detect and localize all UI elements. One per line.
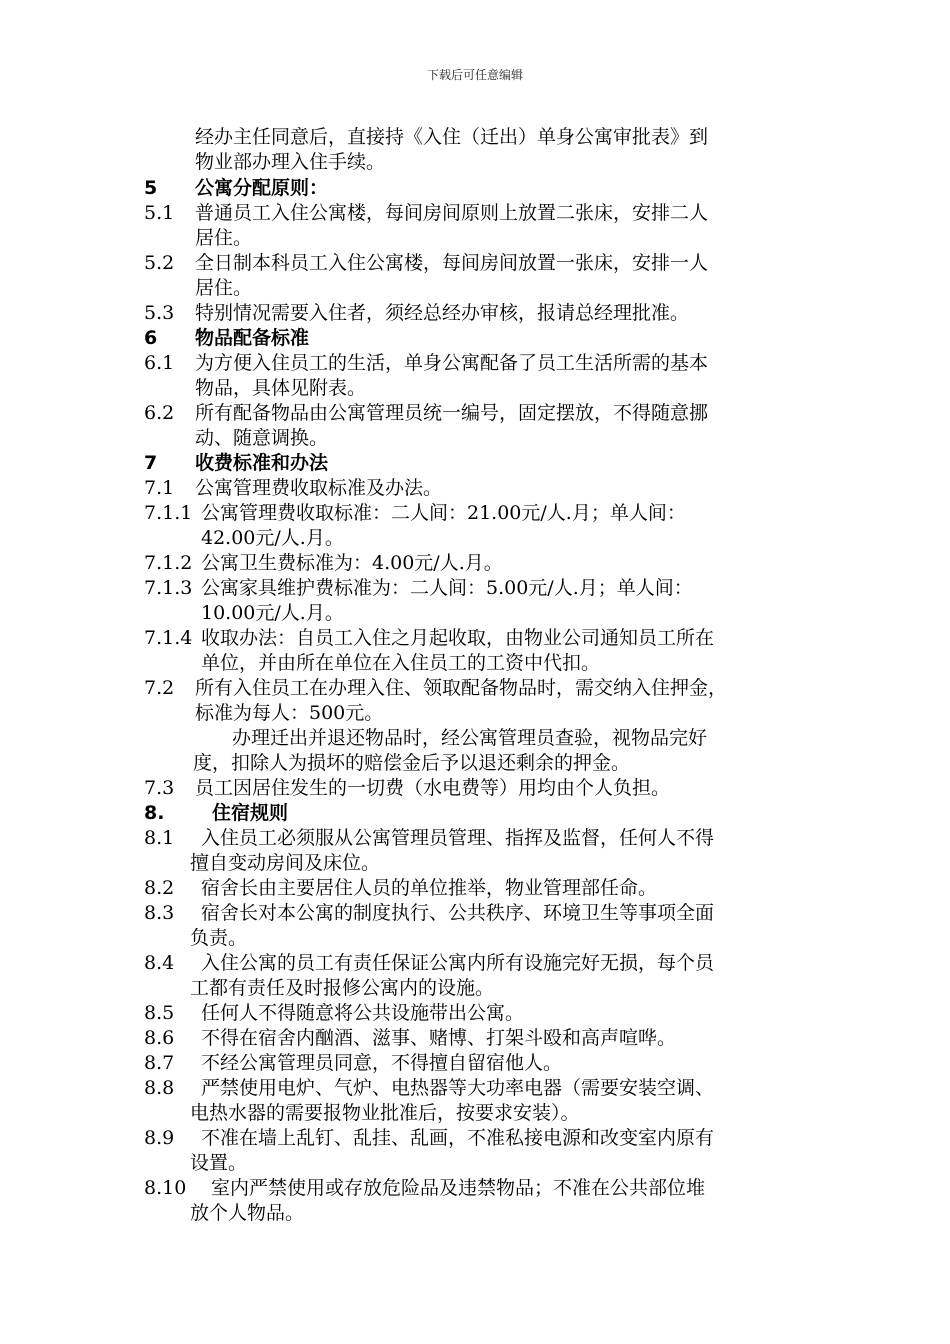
list-item-continuation: 负责。: [190, 927, 248, 949]
list-item: 8.2 宿舍长由主要居住人员的单位推举，物业管理部任命。: [144, 877, 658, 899]
list-item: 8.1 入住员工必须服从公寓管理员管理、指挥及监督，任何人不得: [144, 827, 715, 849]
paragraph-line: 办理迁出并退还物品时，经公寓管理员查验，视物品完好: [232, 727, 708, 749]
section-heading: 6 物品配备标准: [144, 327, 310, 349]
page-header: 下载后可任意编辑: [426, 68, 523, 82]
list-item-continuation: 工都有责任及时报修公寓内的设施。: [190, 977, 495, 999]
list-item-continuation: 42.00元/人.月。: [201, 527, 344, 549]
list-item: 7.2 所有入住员工在办理入住、领取配备物品时，需交纳入住押金，: [144, 677, 728, 699]
list-item-continuation: 电热水器的需要报物业批准后，按要求安装）。: [190, 1102, 580, 1124]
list-item: 7.1.2 公寓卫生费标准为：4.00元/人.月。: [144, 552, 503, 574]
list-item: 7.1.1 公寓管理费收取标准：二人间：21.00元/人.月；单人间：: [144, 502, 686, 524]
paragraph-line: 物业部办理入住手续。: [195, 151, 386, 173]
list-item-continuation: 标准为每人：500元。: [195, 702, 384, 724]
list-item: 8.10 室内严禁使用或存放危险品及违禁物品；不准在公共部位堆: [144, 1177, 706, 1199]
list-item-continuation: 单位，并由所在单位在入住员工的工资中代扣。: [201, 652, 601, 674]
list-item: 6.1 为方便入住员工的生活，单身公寓配备了员工生活所需的基本: [144, 352, 709, 374]
list-item-continuation: 10.00元/人.月。: [201, 602, 344, 624]
list-item: 5.1 普通员工入住公寓楼，每间房间原则上放置二张床，安排二人: [144, 202, 709, 224]
list-item-continuation: 居住。: [195, 277, 253, 299]
list-item: 5.2 全日制本科员工入住公寓楼，每间房间放置一张床，安排一人: [144, 252, 709, 274]
list-item: 7.1 公寓管理费收取标准及办法。: [144, 477, 443, 499]
list-item: 8.7 不经公寓管理员同意，不得擅自留宿他人。: [144, 1052, 563, 1074]
list-item-continuation: 放个人物品。: [190, 1202, 305, 1224]
list-item-continuation: 设置。: [190, 1152, 248, 1174]
section-heading: 8. 住宿规则: [144, 802, 289, 824]
list-item: 8.9 不准在墙上乱钉、乱挂、乱画，不准私接电源和改变室内原有: [144, 1127, 715, 1149]
list-item: 5.3 特别情况需要入住者，须经总经办审核，报请总经理批准。: [144, 302, 690, 324]
list-item: 8.8 严禁使用电炉、气炉、电热器等大功率电器（需要安装空调、: [144, 1077, 715, 1099]
list-item: 8.3 宿舍长对本公寓的制度执行、公共秩序、环境卫生等事项全面: [144, 902, 715, 924]
list-item: 8.5 任何人不得随意将公共设施带出公寓。: [144, 1002, 525, 1024]
list-item: 6.2 所有配备物品由公寓管理员统一编号，固定摆放，不得随意挪: [144, 402, 709, 424]
list-item: 7.1.3 公寓家具维护费标准为：二人间：5.00元/人.月；单人间：: [144, 577, 693, 599]
list-item-continuation: 擅自变动房间及床位。: [190, 852, 381, 874]
list-item-continuation: 动、随意调换。: [195, 427, 329, 449]
list-item-continuation: 物品，具体见附表。: [195, 377, 367, 399]
paragraph-line: 经办主任同意后，直接持《入住（迁出）单身公寓审批表》到: [195, 126, 709, 148]
paragraph-line: 度，扣除人为损坏的赔偿金后予以退还剩余的押金。: [193, 752, 631, 774]
list-item: 8.4 入住公寓的员工有责任保证公寓内所有设施完好无损，每个员: [144, 952, 715, 974]
section-heading: 7 收费标准和办法: [144, 452, 329, 474]
list-item-continuation: 居住。: [195, 227, 253, 249]
section-heading: 5 公寓分配原则：: [144, 177, 329, 199]
list-item: 7.3 员工因居住发生的一切费（水电费等）用均由个人负担。: [144, 777, 671, 799]
list-item: 7.1.4 收取办法：自员工入住之月起收取，由物业公司通知员工所在: [144, 627, 715, 649]
list-item: 8.6 不得在宿舍内酗酒、滋事、赌博、打架斗殴和高声喧哗。: [144, 1027, 677, 1049]
